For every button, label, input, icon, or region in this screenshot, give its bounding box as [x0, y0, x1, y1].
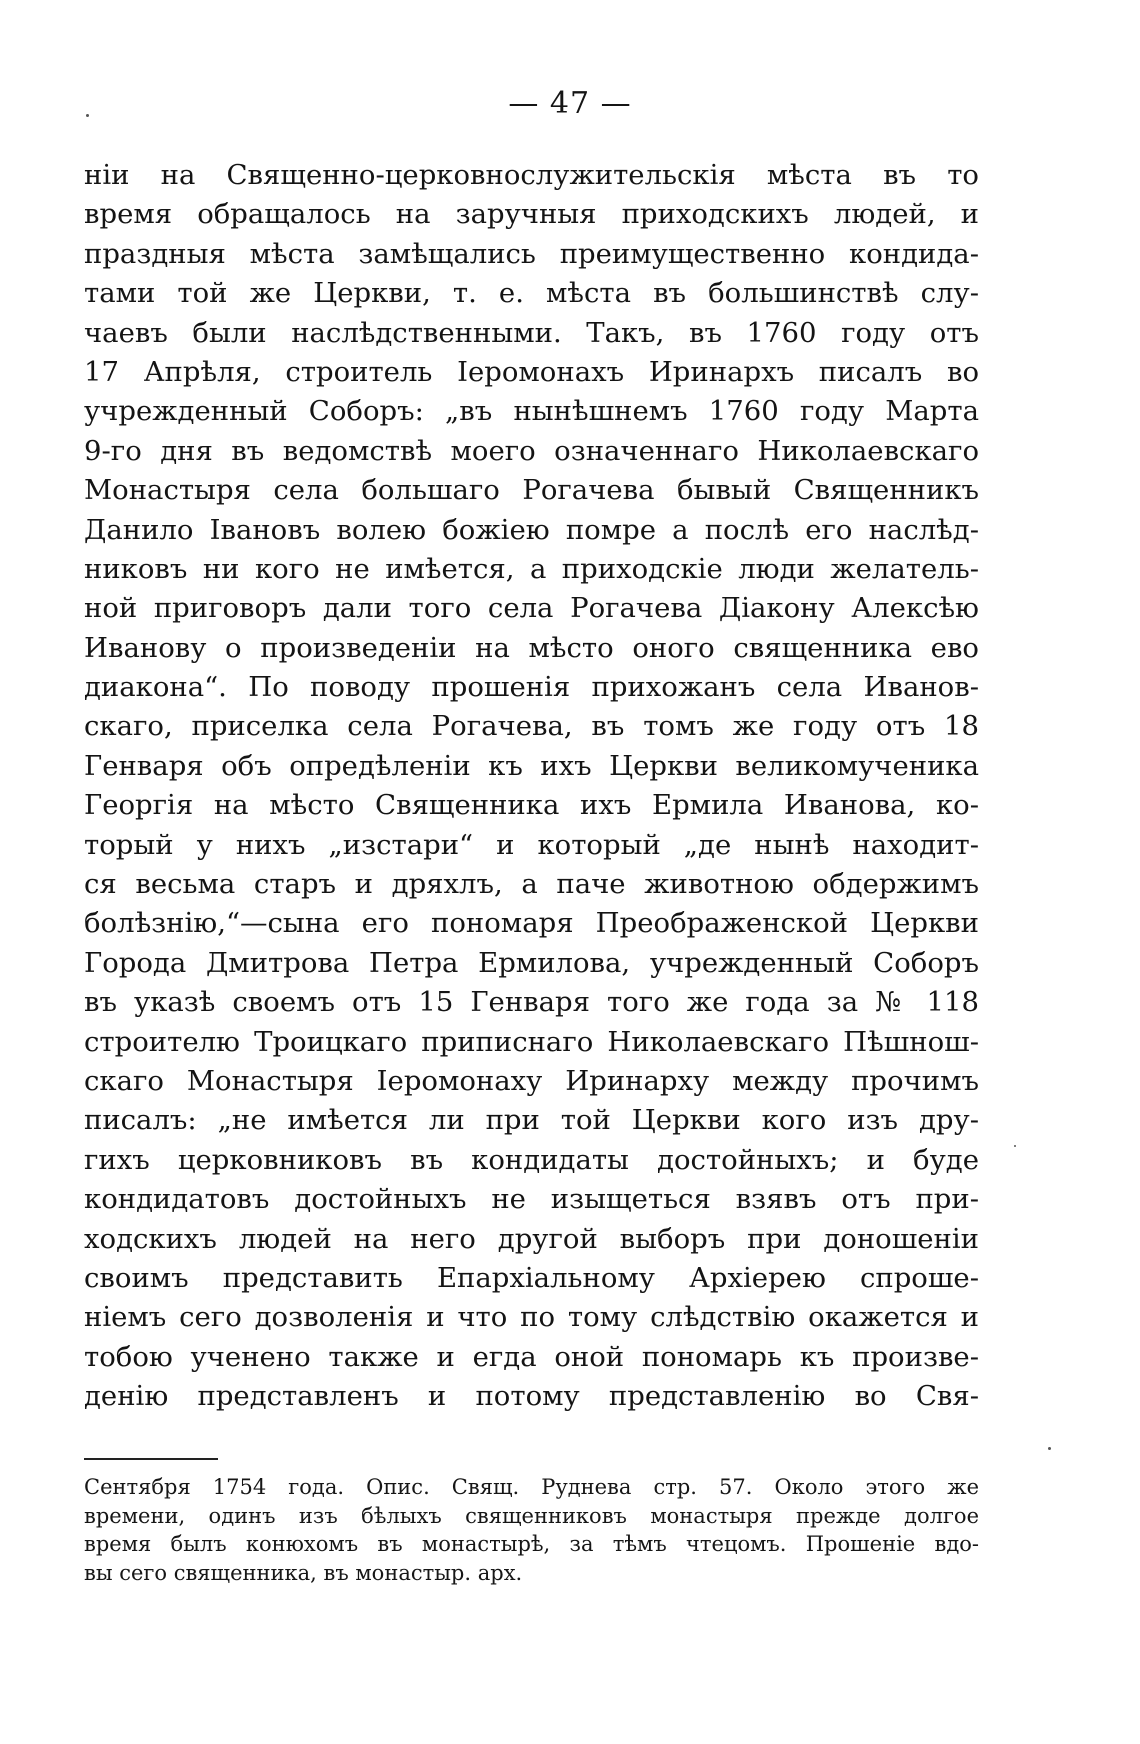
- footnote-divider: [84, 1458, 218, 1460]
- body-line: строителю Троицкаго приписнаго Николаевскаго Пѣшнош-: [84, 1025, 979, 1058]
- footnote-line: время былъ конюхомъ въ монастырѣ, за тѣмъ чтецомъ. Прошеніе вдо-: [84, 1532, 979, 1557]
- body-line: 9-го дня въ ведомствѣ моего означеннаго Николаевскаго: [84, 434, 979, 467]
- body-line: 17 Апрѣля, строитель Іеромонахъ Иринархъ писалъ во: [84, 355, 979, 388]
- print-speck: [1048, 1447, 1051, 1450]
- body-line: ной приговоръ дали того села Рогачева Діакону Алексѣю: [84, 592, 979, 625]
- body-line: торый у нихъ „изстари“ и который „де нынѣ находит-: [84, 828, 979, 861]
- body-line: своимъ представить Епархіальному Архіерею спроше-: [84, 1261, 979, 1294]
- body-line: ніи на Священно-церковнослужительскія мѣста въ то: [84, 159, 979, 191]
- body-line: никовъ ни кого не имѣется, а приходскіе люди желатель-: [84, 552, 979, 585]
- print-speck: [1014, 1145, 1016, 1147]
- body-line: въ указѣ своемъ отъ 15 Генваря того же года за № 118: [84, 986, 979, 1019]
- footnote: [84, 1473, 979, 1587]
- body-line: праздныя мѣста замѣщались преимущественно кондида-: [84, 237, 979, 270]
- body-line: писалъ: „не имѣется ли при той Церкви кого изъ дру-: [84, 1104, 979, 1137]
- body-line: ся весьма старъ и дряхлъ, а паче животною обдержимъ: [84, 868, 979, 901]
- body-line: Георгія на мѣсто Священника ихъ Ермила Иванова, ко-: [84, 789, 979, 822]
- body-line: скаго, приселка села Рогачева, въ томъ же году отъ 18: [84, 710, 979, 743]
- body-line: ніемъ сего дозволенія и что по тому слѣдствію окажется и: [84, 1301, 979, 1334]
- body-line: Данило Івановъ волею божіею помре а послѣ его наслѣд-: [84, 513, 979, 546]
- body-line: диакона“. По поводу прошенія прихожанъ села Иванов-: [84, 671, 979, 704]
- footnote-line: времени, одинъ изъ бѣлыхъ священниковъ монастыря прежде долгое: [84, 1503, 979, 1528]
- body-line: Города Дмитрова Петра Ермилова, учрежденный Соборъ: [84, 946, 979, 979]
- body-line: ходскихъ людей на него другой выборъ при доношеніи: [84, 1222, 979, 1255]
- body-line: Генваря объ опредѣленіи къ ихъ Церкви великомученика: [84, 749, 979, 782]
- body-line: тобою ученено также и егда оной пономарь къ произве-: [84, 1340, 979, 1373]
- body-line: кондидатовъ достойныхъ не изыщеться взявъ отъ при-: [84, 1183, 979, 1216]
- body-line: денію представленъ и потому представленію во Свя-: [84, 1380, 979, 1413]
- body-line: болѣзнію,“—сына его пономаря Преображенской Церкви: [84, 907, 979, 940]
- body-line: тами той же Церкви, т. е. мѣста въ большинствѣ слу-: [84, 277, 979, 310]
- body-line: чаевъ были наслѣдственными. Такъ, въ 1760 году отъ: [84, 316, 979, 349]
- body-line: гихъ церковниковъ въ кондидаты достойныхъ; и буде: [84, 1143, 979, 1176]
- print-speck: [86, 114, 89, 117]
- body-line: скаго Монастыря Іеромонаху Иринарху между прочимъ: [84, 1064, 979, 1097]
- body-line: учрежденный Соборъ: „въ нынѣшнемъ 1760 году Марта: [84, 395, 979, 428]
- body-line: Иванову о произведеніи на мѣсто оного священника ево: [84, 631, 979, 664]
- footnote-line: Сентября 1754 года. Опис. Свящ. Руднева стр. 57. Около этого же: [84, 1475, 979, 1499]
- footnote-line: вы сего священника, въ монастыр. арх.: [84, 1560, 523, 1585]
- body-line: Монастыря села большаго Рогачева бывый Священникъ: [84, 474, 979, 507]
- body-line: время обращалось на заручныя приходскихъ людей, и: [84, 198, 979, 231]
- body-text: [84, 156, 979, 1417]
- page-number: — 47 —: [508, 86, 632, 121]
